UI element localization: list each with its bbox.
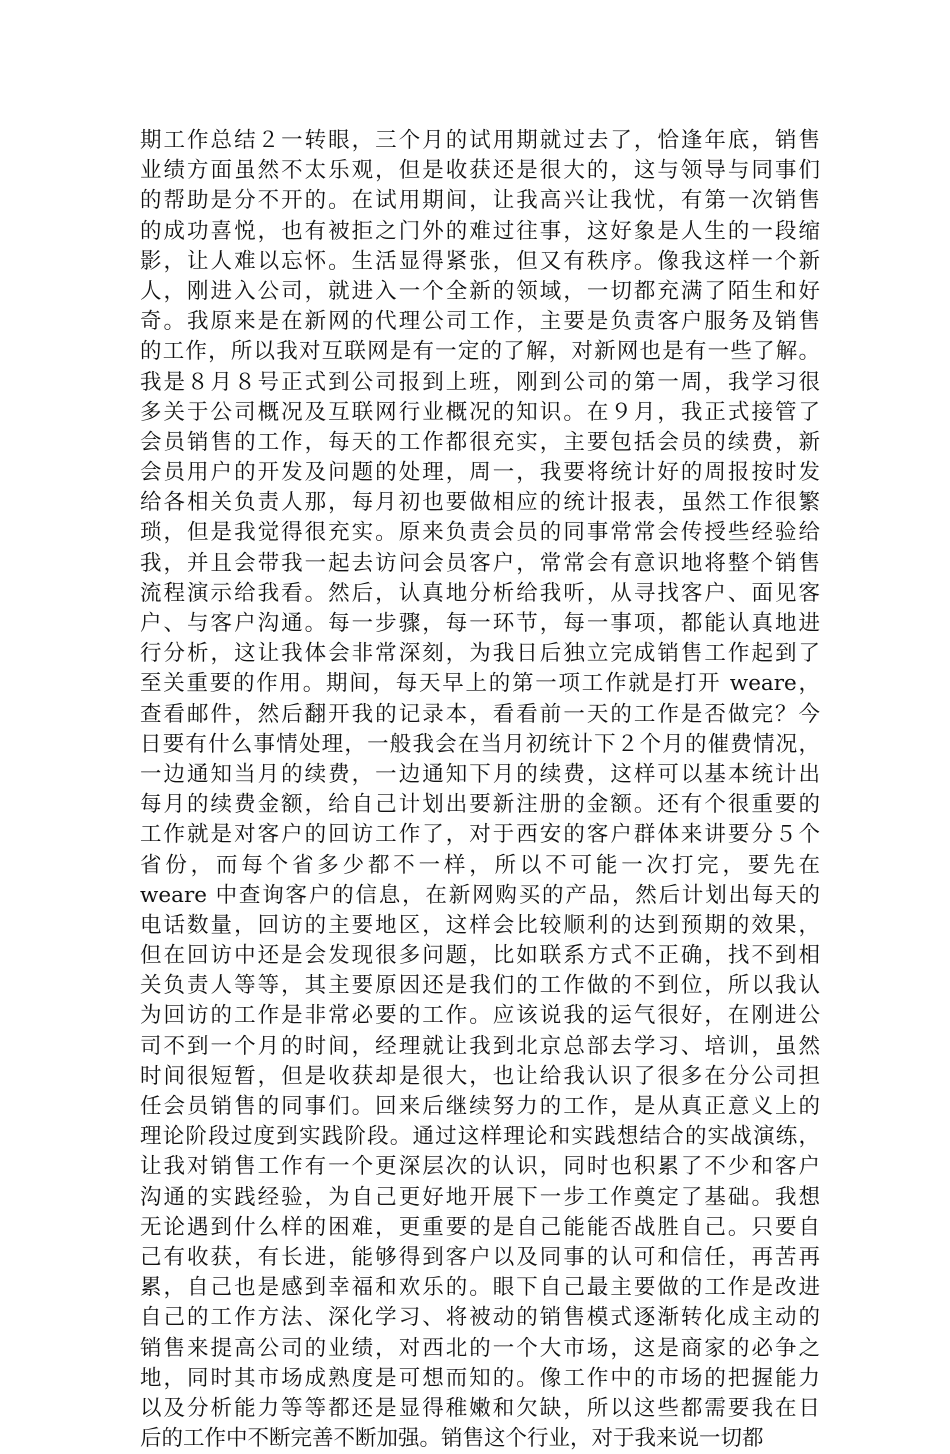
text-line: 期工作总结２一转眼，三个月的试用期就过去了，恰逢年底，销售 [140,128,820,153]
text-line: 人，刚进入公司，就进入一个全新的领域，一切都充满了陌生和好 [140,278,820,304]
text-line: 司不到一个月的时间，经理就让我到北京总部去学习、培训，虽然 [140,1033,820,1059]
text-line: 自己的工作方法、深化学习、将被动的销售模式逐渐转化成主动的 [140,1305,820,1331]
text-line: 业绩方面虽然不太乐观，但是收获还是很大的，这与领导与同事们 [140,158,820,184]
text-line: 销售来提高公司的业绩，对西北的一个大市场，这是商家的必争之 [140,1335,820,1361]
text-line: 流程演示给我看。然后，认真地分析给我听，从寻找客户、面见客 [140,580,820,606]
text-line: 理论阶段过度到实践阶段。通过这样理论和实践想结合的实战演练， [140,1124,820,1150]
text-line: 关负责人等等，其主要原因还是我们的工作做的不到位，所以我认 [140,973,820,999]
text-line: 的帮助是分不开的。在试用期间，让我高兴让我忧，有第一次销售 [140,188,820,214]
text-line: 行分析，这让我体会非常深刻，为我日后独立完成销售工作起到了 [140,641,820,667]
text-line: 每月的续费金额，给自己计划出要新注册的金额。还有个很重要的 [140,792,820,818]
text-line: 琐，但是我觉得很充实。原来负责会员的同事常常会传授些经验给 [140,520,820,546]
text-line: 多关于公司概况及互联网行业概况的知识。在９月，我正式接管了 [140,399,820,425]
text-line: 我，并且会带我一起去访问会员客户，常常会有意识地将整个销售 [140,550,820,576]
text-line: 户、与客户沟通。每一步骤，每一环节，每一事项，都能认真地进 [140,611,820,636]
text-line: 电话数量，回访的主要地区，这样会比较顺利的达到预期的效果， [140,912,820,938]
text-line: 省份，而每个省多少都不一样，所以不可能一次打完，要先在 [140,852,820,878]
text-line: 但在回访中还是会发现很多问题，比如联系方式不正确，找不到相 [140,943,820,969]
text-line: weare 中查询客户的信息，在新网购买的产品，然后计划出每天的 [140,882,820,908]
text-line: 会员用户的开发及问题的处理，周一，我要将统计好的周报按时发 [140,460,820,486]
text-line: 地，同时其市场成熟度是可想而知的。像工作中的市场的把握能力 [140,1365,820,1391]
text-line: 给各相关负责人那，每月初也要做相应的统计报表，虽然工作很繁 [140,490,820,516]
text-line: 沟通的实践经验，为自己更好地开展下一步工作奠定了基础。我想 [140,1184,820,1210]
text-line: 查看邮件，然后翻开我的记录本，看看前一天的工作是否做完？今 [140,701,820,727]
text-line: 工作就是对客户的回访工作了，对于西安的客户群体来讲要分５个 [140,822,820,848]
text-line: 影，让人难以忘怀。生活显得紧张，但又有秩序。像我这样一个新 [140,248,820,274]
text-line: 的工作，所以我对互联网是有一定的了解，对新网也是有一些了解。 [140,339,820,365]
text-line: 让我对销售工作有一个更深层次的认识，同时也积累了不少和客户 [140,1154,820,1180]
text-line: 至关重要的作用。期间，每天早上的第一项工作就是打开 weare， [140,671,820,697]
text-line: 奇。我原来是在新网的代理公司工作，主要是负责客户服务及销售 [140,309,820,335]
text-line: 累，自己也是感到幸福和欢乐的。眼下自己最主要做的工作是改进 [140,1275,820,1301]
text-line: 我是８月８号正式到公司报到上班，刚到公司的第一周，我学习很 [140,369,820,395]
text-line: 任会员销售的同事们。回来后继续努力的工作，是从真正意义上的 [140,1094,820,1119]
text-line: 时间很短暂，但是收获却是很大，也让给我认识了很多在分公司担 [140,1063,820,1089]
text-line: 为回访的工作是非常必要的工作。应该说我的运气很好，在刚进公 [140,1003,820,1029]
text-line: 以及分析能力等等都还是显得稚嫩和欠缺，所以这些都需要我在日 [140,1395,820,1421]
text-line: 后的工作中不断完善不断加强。销售这个行业，对于我来说一切都 [140,1426,764,1452]
text-line: 己有收获，有长进，能够得到客户以及同事的认可和信任，再苦再 [140,1244,820,1270]
text-line: 的成功喜悦，也有被拒之门外的难过往事，这好象是人生的一段缩 [140,218,820,244]
text-line: 日要有什么事情处理，一般我会在当月初统计下２个月的催费情况， [140,731,820,757]
text-line: 无论遇到什么样的困难，更重要的是自己能能否战胜自己。只要自 [140,1214,820,1240]
text-line: 一边通知当月的续费，一边通知下月的续费，这样可以基本统计出 [140,761,820,787]
body-text [140,126,820,1454]
text-line: 会员销售的工作，每天的工作都很充实，主要包括会员的续费，新 [140,429,820,455]
